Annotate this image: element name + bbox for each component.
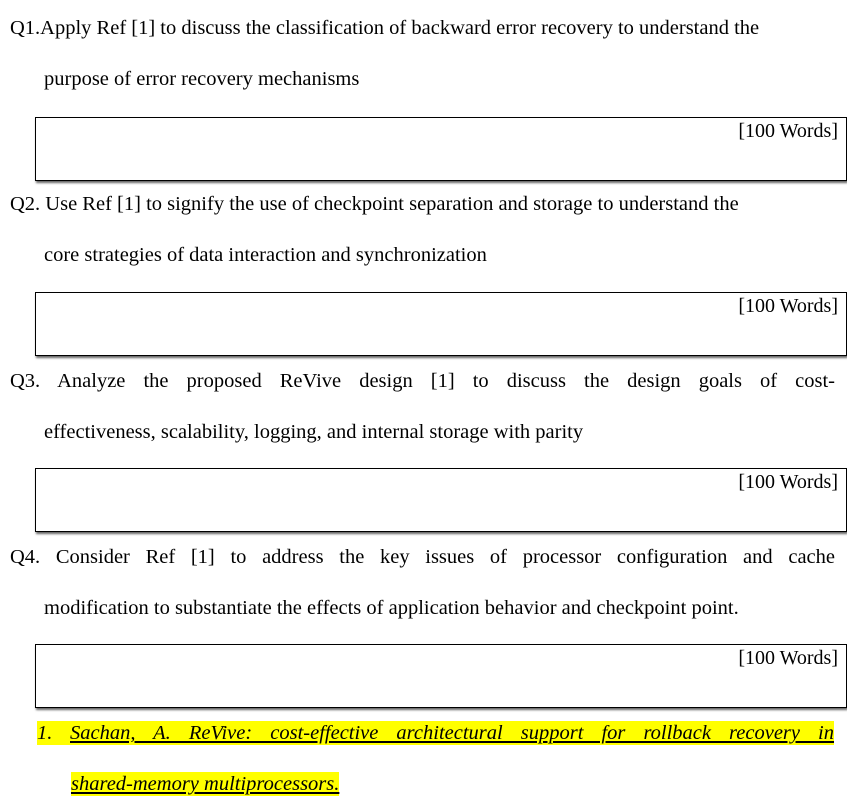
answer-box[interactable]: [35, 644, 847, 708]
answer-box[interactable]: [35, 292, 847, 356]
question-text: Q4. Consider Ref [1] to address the key issues of processor configuration and cache: [10, 546, 835, 568]
question-text: Q1.Apply Ref [1] to discuss the classification of backward error recovery to understand the: [10, 17, 760, 39]
question-text: purpose of error recovery mechanisms: [44, 68, 360, 90]
reference-number: 1.: [37, 722, 53, 744]
word-limit: [100 Words]: [738, 647, 838, 669]
question-text: Q2. Use Ref [1] to signify the use of checkpoint separation and storage to understand the: [10, 193, 739, 215]
question-text: Q3. Analyze the proposed ReVive design [1] to discuss the design goals of cost-: [10, 370, 835, 392]
question-text: modification to substantiate the effects of application behavior and checkpoint point.: [44, 597, 739, 619]
question-text: core strategies of data interaction and synchronization: [44, 244, 487, 266]
word-limit: [100 Words]: [738, 120, 838, 142]
word-limit: [100 Words]: [738, 295, 838, 317]
question-text: effectiveness, scalability, logging, and internal storage with parity: [44, 421, 584, 443]
reference-text[interactable]: shared-memory multiprocessors.: [71, 773, 340, 795]
reference-text[interactable]: Sachan, A. ReVive: cost-effective architectural support for rollback recovery in: [70, 722, 834, 744]
answer-box[interactable]: [35, 468, 847, 532]
answer-box[interactable]: [35, 117, 847, 181]
word-limit: [100 Words]: [738, 471, 838, 493]
